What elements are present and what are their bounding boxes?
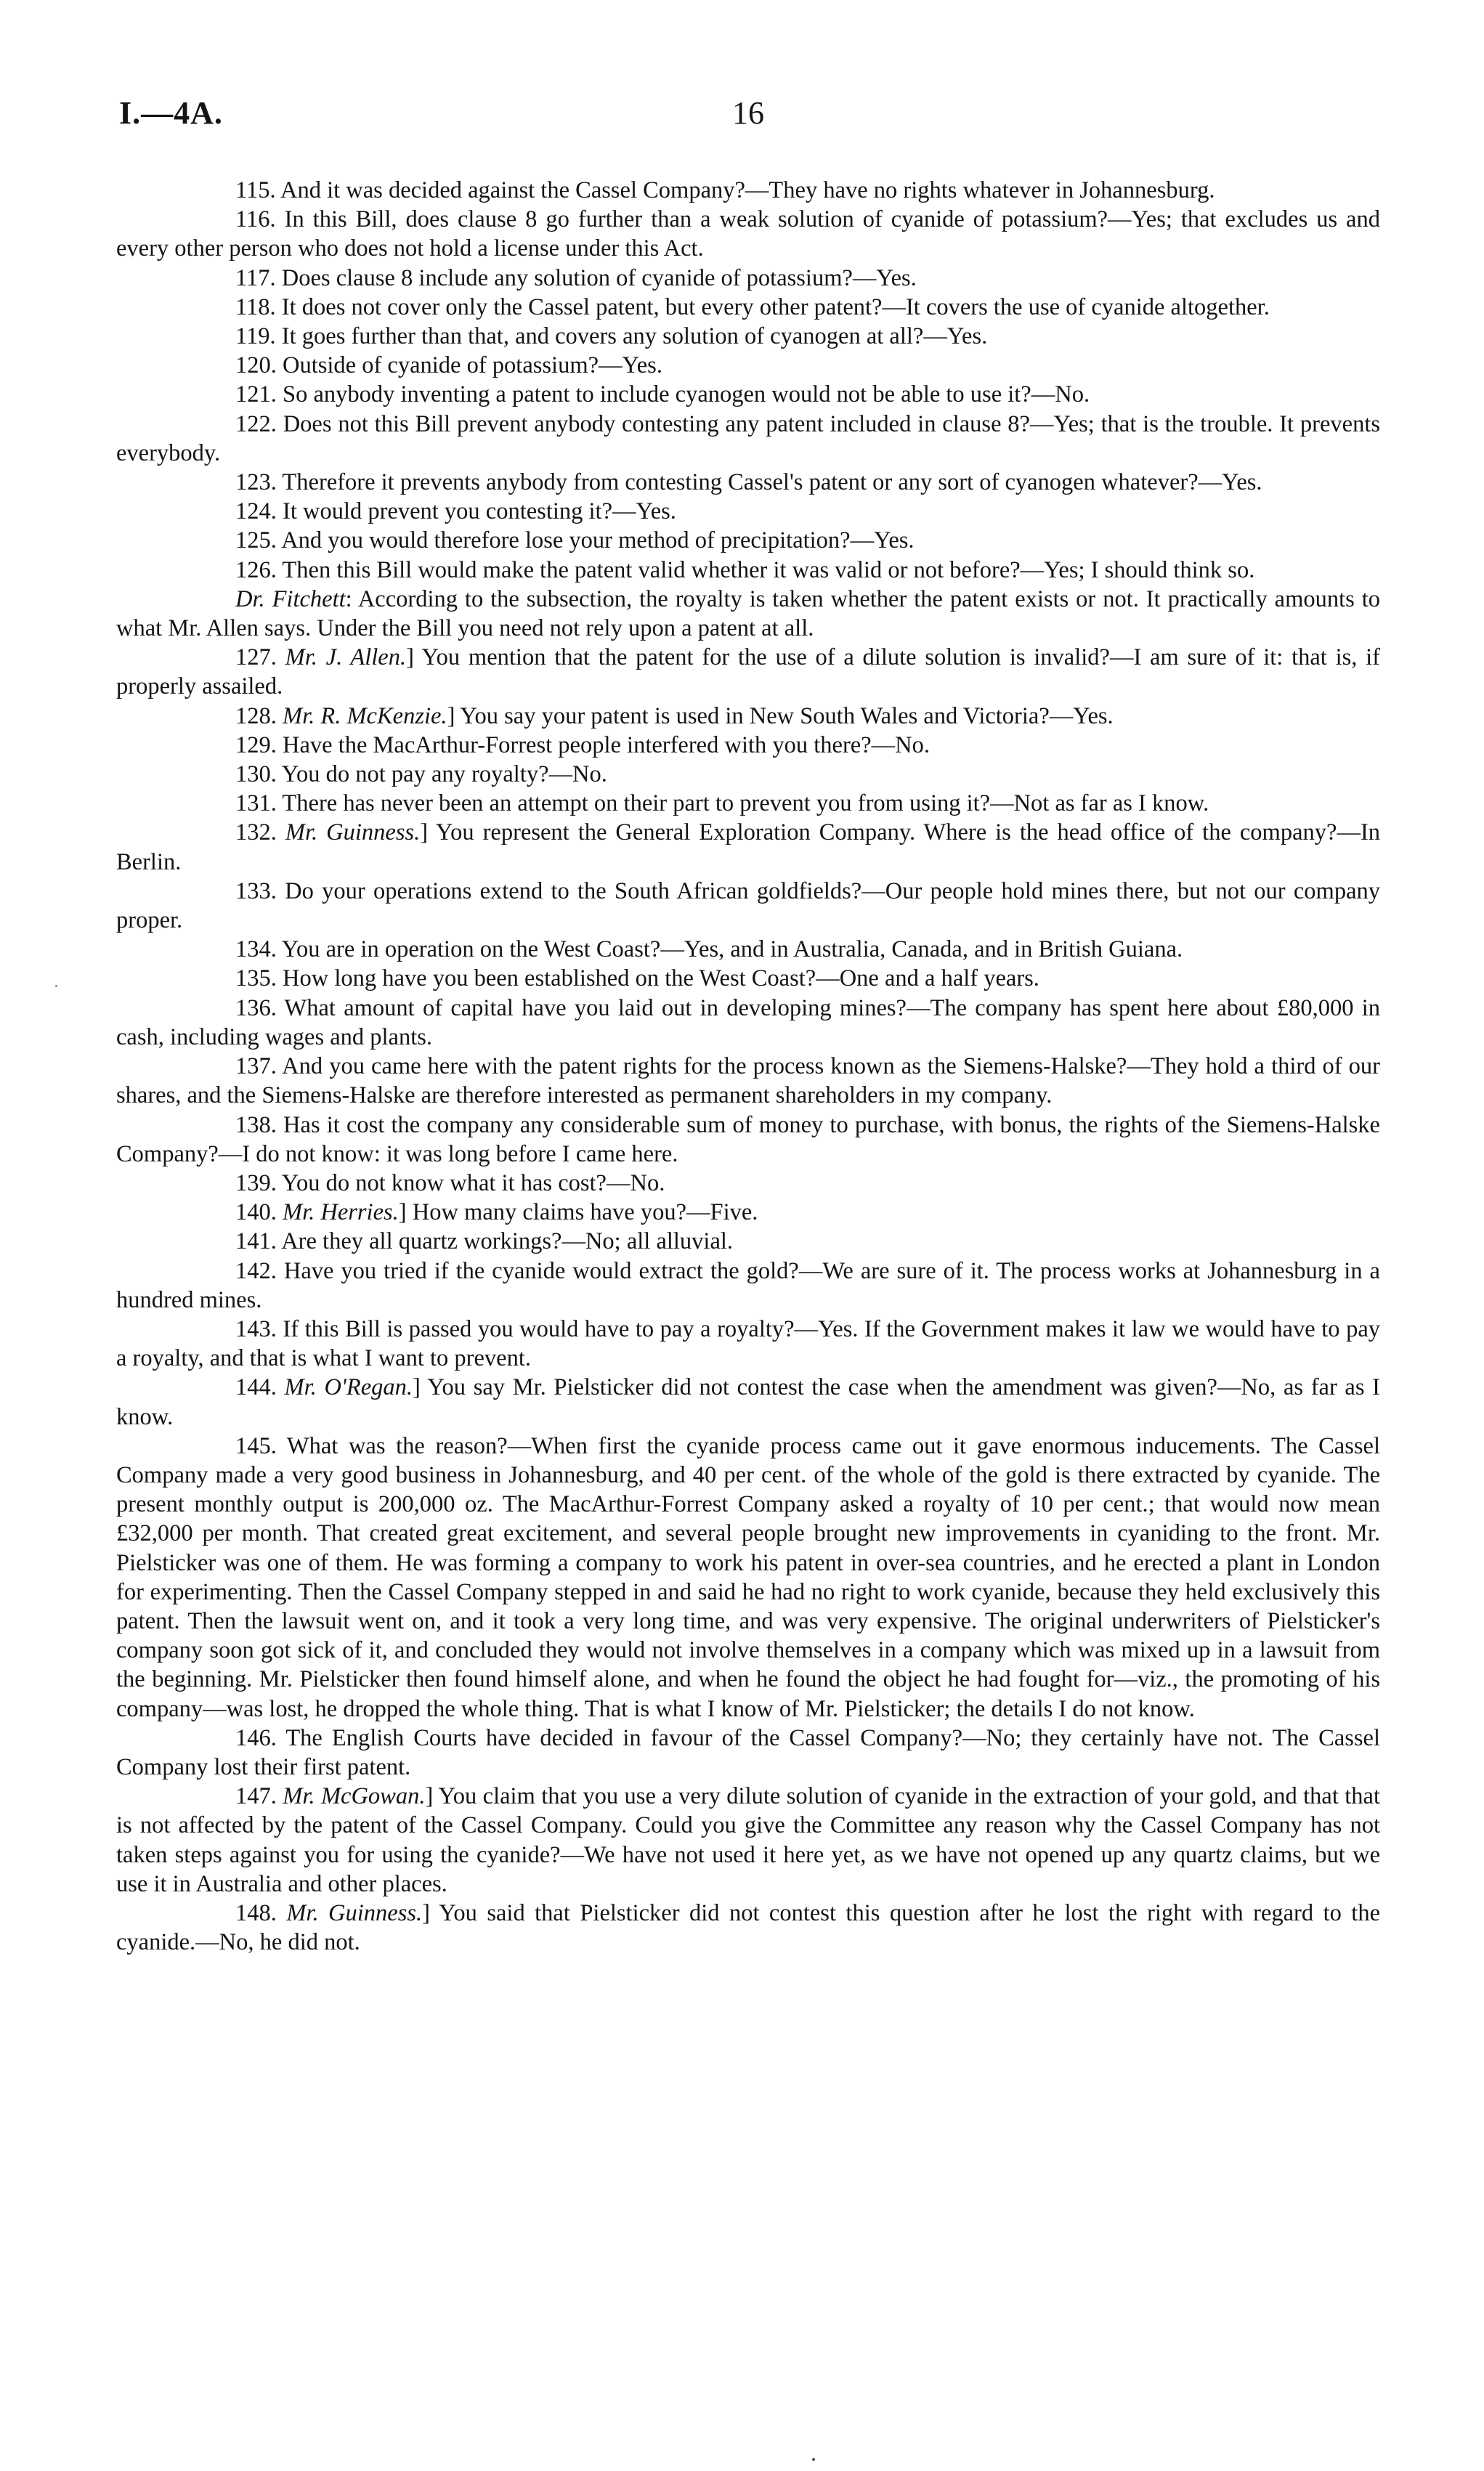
paragraph-142: 142. Have you tried if the cyanide would extract the gold?—We are sure of it. The process works at Johannesburg in a hundred mines.	[116, 1257, 1380, 1313]
paragraph-123: 123. Therefore it prevents anybody from contesting Cassel's patent or any sort of cyanogen whatever?—Yes.	[235, 469, 1262, 496]
paragraph-136: 136. What amount of capital have you laid out in developing mines?—The company has spent here about £80,000 in cash, including wages and plants.	[116, 994, 1380, 1050]
paragraph-144: 144. Mr. O'Regan.] You say Mr. Pielsticker did not contest the case when the amendment was given?—No, as far as I know.	[116, 1374, 1380, 1430]
paragraph-137: 137. And you came here with the patent rights for the process known as the Siemens-Halske?—They hold a third of our shares, and the Siemens-Halske are therefore interested as permanent shareholders in my company.	[116, 1053, 1380, 1109]
speaker-name: Mr. McGowan.	[283, 1783, 426, 1810]
speaker-name: Mr. Guinness.	[286, 1899, 423, 1926]
scan-speck	[812, 2458, 815, 2461]
paragraph-148: 148. Mr. Guinness.] You said that Pielsticker did not contest this question after he lost the right with regard to the cyanide.—No, he did not.	[116, 1899, 1380, 1956]
document-reference: I.—4A.	[119, 95, 223, 131]
paragraph-145: 145. What was the reason?—When first the cyanide process came out it gave enormous inducements. The Cassel Company made a very good business in Johannesburg, and 40 per cent. of the whole of the gold is there extracted by cyanide. The present monthly output is 200,000 oz. The MacArthur-Forrest Company asked a royalty of 10 per cent.; that would now mean £32,000 per month. That created great excitement, and several people brought new improvements in cyaniding to the front. Mr. Pielsticker was one of them. He was forming a company to work his patent in over-sea countries, and he erected a plant in London for experimenting. Then the Cassel Company stepped in and said he had no right to work cyanide, because they held exclusively this patent. Then the lawsuit went on, and it took a very long time, and was very expensive. The original underwriters of Pielsticker's company soon got sick of it, and concluded they would not involve themselves in a company which was mixed up in a lawsuit from the beginning. Mr. Pielsticker then found himself alone, and when he found the object he had fought for—viz., the promoting of his company—was lost, he dropped the whole thing. That is what I know of Mr. Pielsticker; the details I do not know.	[116, 1432, 1380, 1722]
paragraph-134: 134. You are in operation on the West Coast?—Yes, and in Australia, Canada, and in British Guiana.	[235, 936, 1183, 963]
paragraph-147: 147. Mr. McGowan.] You claim that you use a very dilute solution of cyanide in the extraction of your gold, and that that is not affected by the patent of the Cassel Company. Could you give the Committee any reason why the Cassel Company has not taken steps against you for using the cyanide?—We have not used it here yet, as we have not opened up any quartz claims, but we use it in Australia and other places.	[116, 1783, 1381, 1897]
speaker-name: Mr. R. McKenzie.	[283, 702, 447, 729]
paragraph-118: 118. It does not cover only the Cassel patent, but every other patent?—It covers the use of cyanide altogether.	[235, 293, 1270, 320]
paragraph-130: 130. You do not pay any royalty?—No.	[235, 761, 607, 788]
paragraph-124: 124. It would prevent you contesting it?—Yes.	[235, 498, 676, 525]
paragraph-146: 146. The English Courts have decided in favour of the Cassel Company?—No; they certainly have not. The Cassel Company lost their first patent.	[116, 1724, 1380, 1780]
paragraph-141: 141. Are they all quartz workings?—No; all alluvial.	[235, 1228, 734, 1255]
paragraph-128: 128. Mr. R. McKenzie.] You say your patent is used in New South Wales and Victoria?—Yes.	[235, 702, 1114, 729]
paragraph-116: 116. In this Bill, does clause 8 go further than a weak solution of cyanide of potassium?—Yes; that excludes us and every other person who does not hold a license under this Act.	[116, 206, 1380, 262]
paragraph-138: 138. Has it cost the company any considerable sum of money to purchase, with bonus, the rights of the Siemens-Halske Company?—I do not know: it was long before I came here.	[116, 1111, 1380, 1167]
paragraph-132: 132. Mr. Guinness.] You represent the General Exploration Company. Where is the head office of the company?—In Berlin.	[116, 819, 1381, 875]
scan-speck	[55, 985, 57, 987]
paragraph-121: 121. So anybody inventing a patent to include cyanogen would not be able to use it?—No.	[235, 381, 1090, 408]
speaker-name: Dr. Fitchett	[235, 585, 346, 612]
paragraph-129: 129. Have the MacArthur-Forrest people interfered with you there?—No.	[235, 731, 930, 758]
paragraph-135: 135. How long have you been established on the West Coast?—One and a half years.	[235, 965, 1039, 992]
paragraph-125: 125. And you would therefore lose your method of precipitation?—Yes.	[235, 527, 915, 554]
paragraph-fitchett: Dr. Fitchett: According to the subsection, the royalty is taken whether the patent exists or not. It practically amounts to what Mr. Allen says. Under the Bill you need not rely upon a patent at all.	[116, 585, 1380, 642]
paragraph-131: 131. There has never been an attempt on their part to prevent you from using it?—Not as far as I know.	[235, 790, 1209, 817]
paragraph-122: 122. Does not this Bill prevent anybody contesting any patent included in clause 8?—Yes; that is the trouble. It prevents everybody.	[116, 410, 1380, 466]
paragraph-126: 126. Then this Bill would make the patent valid whether it was valid or not before?—Yes; I should think so.	[235, 556, 1255, 583]
paragraph-119: 119. It goes further than that, and covers any solution of cyanogen at all?—Yes.	[235, 323, 988, 350]
page-header	[116, 94, 1380, 145]
page-number: 16	[732, 95, 764, 131]
evidence-body	[116, 176, 1380, 1957]
paragraph-115: 115. And it was decided against the Cassel Company?—They have no rights whatever in Johannesburg.	[235, 177, 1215, 203]
paragraph-140: 140. Mr. Herries.] How many claims have you?—Five.	[235, 1199, 758, 1226]
paragraph-133: 133. Do your operations extend to the South African goldfields?—Our people hold mines there, but not our company proper.	[116, 877, 1380, 934]
paragraph-127: 127. Mr. J. Allen.] You mention that the patent for the use of a dilute solution is invalid?—I am sure of it: that is, if properly assailed.	[116, 644, 1380, 700]
paragraph-117: 117. Does clause 8 include any solution of cyanide of potassium?—Yes.	[235, 264, 917, 291]
speaker-name: Mr. J. Allen.	[285, 644, 407, 671]
speaker-name: Mr. Herries.	[283, 1199, 399, 1226]
speaker-name: Mr. Guinness.	[285, 819, 421, 846]
paragraph-139: 139. You do not know what it has cost?—No.	[235, 1169, 665, 1196]
paragraph-143: 143. If this Bill is passed you would have to pay a royalty?—Yes. If the Government makes it law we would have to pay a royalty, and that is what I want to prevent.	[116, 1315, 1380, 1372]
document-page	[116, 94, 1380, 1957]
speaker-name: Mr. O'Regan.	[284, 1374, 413, 1401]
paragraph-120: 120. Outside of cyanide of potassium?—Yes.	[235, 352, 662, 379]
